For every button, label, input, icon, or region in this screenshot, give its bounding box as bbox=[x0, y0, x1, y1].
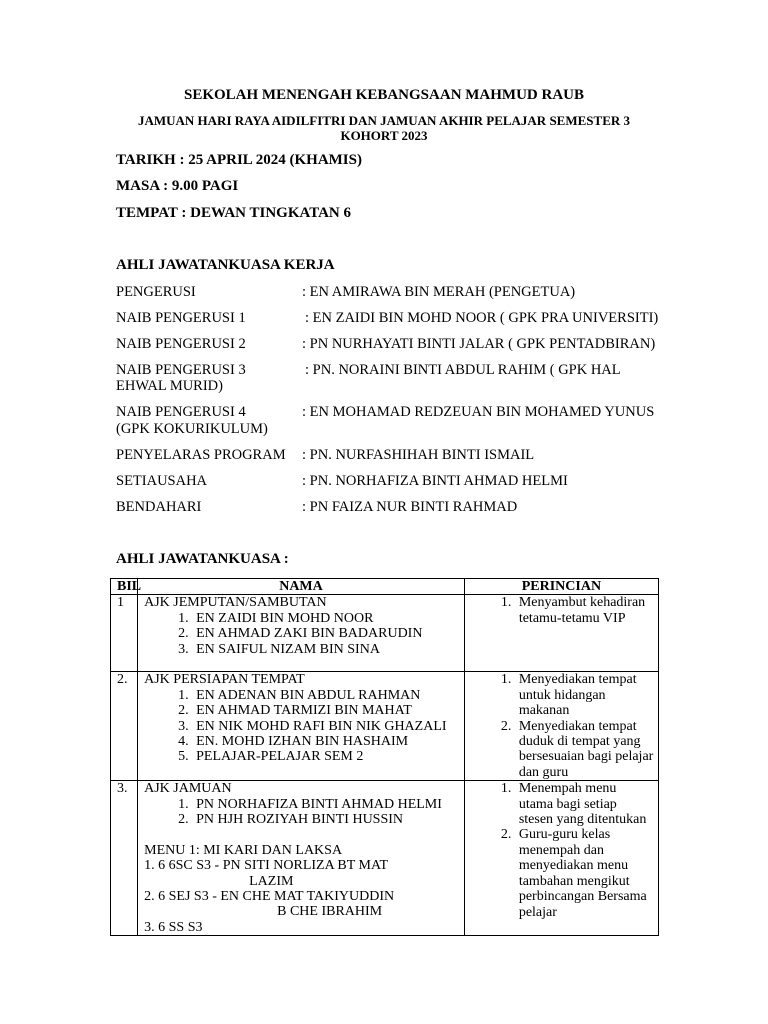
member-list bbox=[144, 797, 460, 828]
member-item: 2. PN HJH ROZIYAH BINTI HUSSIN bbox=[192, 812, 460, 827]
nama-cell bbox=[138, 781, 465, 936]
event-title-line-1: JAMUAN HARI RAYA AIDILFITRI DAN JAMUAN AKHIR PELAJAR SEMESTER 3 bbox=[137, 113, 630, 128]
perincian-list bbox=[471, 672, 654, 780]
ajk-heading: AHLI JAWATANKUASA : bbox=[116, 551, 289, 567]
member-item: 3. EN NIK MOHD RAFI BIN NIK GHAZALI bbox=[192, 719, 460, 734]
ajk-title: AJK PERSIAPAN TEMPAT bbox=[144, 672, 305, 688]
role-value: : PN. NURFASHIHAH BINTI ISMAIL bbox=[302, 447, 535, 463]
ajk-title: AJK JEMPUTAN/SAMBUTAN bbox=[144, 595, 327, 611]
role-label: PENGERUSI bbox=[116, 284, 196, 300]
masa: MASA : 9.00 PAGI bbox=[116, 178, 239, 194]
member-item: 1. EN ZAIDI BIN MOHD NOOR bbox=[192, 611, 460, 626]
role-value-continued: (GPK KOKURIKULUM) bbox=[116, 421, 268, 437]
tarikh: TARIKH : 25 APRIL 2024 (KHAMIS) bbox=[116, 152, 362, 168]
role-value: : PN. NORAINI BINTI ABDUL RAHIM ( GPK HAL bbox=[305, 362, 621, 378]
member-item: 1. EN ADENAN BIN ABDUL RAHMAN bbox=[192, 688, 460, 703]
role-value-continued: EHWAL MURID) bbox=[116, 378, 223, 394]
member-item: 3. EN SAIFUL NIZAM BIN SINA bbox=[192, 642, 460, 657]
bil-cell: 2. bbox=[111, 672, 138, 781]
menu-line: 3. 6 SS S3 bbox=[144, 919, 203, 935]
menu-heading: MENU 1: MI KARI DAN LAKSA bbox=[144, 842, 343, 858]
kerja-heading: AHLI JAWATANKUASA KERJA bbox=[116, 257, 335, 273]
member-item: 4. EN. MOHD IZHAN BIN HASHAIM bbox=[192, 734, 460, 749]
perincian-list bbox=[471, 781, 654, 920]
nama-header: NAMA bbox=[138, 579, 465, 595]
role-value: : EN ZAIDI BIN MOHD NOOR ( GPK PRA UNIVERSITI) bbox=[305, 310, 659, 326]
role-label: NAIB PENGERUSI 1 bbox=[116, 310, 246, 326]
role-label: PENYELARAS PROGRAM bbox=[116, 447, 286, 463]
event-title bbox=[0, 113, 768, 143]
table-row bbox=[111, 781, 659, 936]
perincian-item: 1. Menyambut kehadiran tetamu-tetamu VIP bbox=[515, 595, 654, 626]
ajk-table bbox=[110, 578, 659, 936]
role-label: BENDAHARI bbox=[116, 499, 202, 515]
role-label: NAIB PENGERUSI 2 bbox=[116, 336, 246, 352]
member-item: 1. PN NORHAFIZA BINTI AHMAD HELMI bbox=[192, 797, 460, 812]
nama-cell bbox=[138, 672, 465, 781]
school-name: SEKOLAH MENENGAH KEBANGSAAN MAHMUD RAUB bbox=[183, 87, 585, 103]
perincian-header: PERINCIAN bbox=[464, 579, 658, 595]
table-header-row bbox=[111, 579, 659, 595]
role-value: : EN MOHAMAD REDZEUAN BIN MOHAMED YUNUS bbox=[302, 404, 655, 420]
perincian-cell bbox=[464, 672, 658, 781]
role-label: NAIB PENGERUSI 4 bbox=[116, 404, 246, 420]
member-list bbox=[144, 611, 460, 657]
role-value: : PN FAIZA NUR BINTI RAHMAD bbox=[302, 499, 518, 515]
member-item: 2. EN AHMAD ZAKI BIN BADARUDIN bbox=[192, 626, 460, 641]
event-title-line-2: KOHORT 2023 bbox=[340, 128, 428, 143]
perincian-cell bbox=[464, 595, 658, 672]
member-item: 2. EN AHMAD TARMIZI BIN MAHAT bbox=[192, 703, 460, 718]
menu-line: 2. 6 SEJ S3 - EN CHE MAT TAKIYUDDIN bbox=[144, 889, 395, 905]
role-value: : PN. NORHAFIZA BINTI AHMAD HELMI bbox=[302, 473, 568, 489]
bil-cell: 1 bbox=[111, 595, 138, 672]
tempat: TEMPAT : DEWAN TINGKATAN 6 bbox=[116, 205, 352, 221]
role-value: : PN NURHAYATI BINTI JALAR ( GPK PENTADBIRAN) bbox=[302, 336, 656, 352]
bil-header: BIL bbox=[111, 579, 138, 595]
role-label: SETIAUSAHA bbox=[116, 473, 208, 489]
perincian-item: 2. Guru-guru kelas menempah dan menyediakan menu tambahan mengikut perbincangan Bersama pelajar bbox=[515, 827, 654, 919]
menu-line: B CHE IBRAHIM bbox=[144, 904, 383, 920]
role-value: : EN AMIRAWA BIN MERAH (PENGETUA) bbox=[302, 284, 576, 300]
member-item: 5. PELAJAR-PELAJAR SEM 2 bbox=[192, 749, 460, 764]
bil-cell: 3. bbox=[111, 781, 138, 936]
perincian-item: 1. Menempah menu utama bagi setiap stesen yang ditentukan bbox=[515, 781, 654, 827]
ajk-title: AJK JAMUAN bbox=[144, 781, 232, 797]
table-row bbox=[111, 672, 659, 781]
perincian-item: 2. Menyediakan tempat duduk di tempat yang bersesuaian bagi pelajar dan guru bbox=[515, 719, 654, 781]
nama-cell bbox=[138, 595, 465, 672]
perincian-cell bbox=[464, 781, 658, 936]
perincian-list bbox=[471, 595, 654, 626]
menu-line: LAZIM bbox=[144, 873, 294, 889]
menu-line: 1. 6 6SC S3 - PN SITI NORLIZA BT MAT bbox=[144, 858, 389, 874]
member-list bbox=[144, 688, 460, 765]
perincian-item: 1. Menyediakan tempat untuk hidangan makanan bbox=[515, 672, 654, 718]
table-row bbox=[111, 595, 659, 672]
role-label: NAIB PENGERUSI 3 bbox=[116, 362, 246, 378]
